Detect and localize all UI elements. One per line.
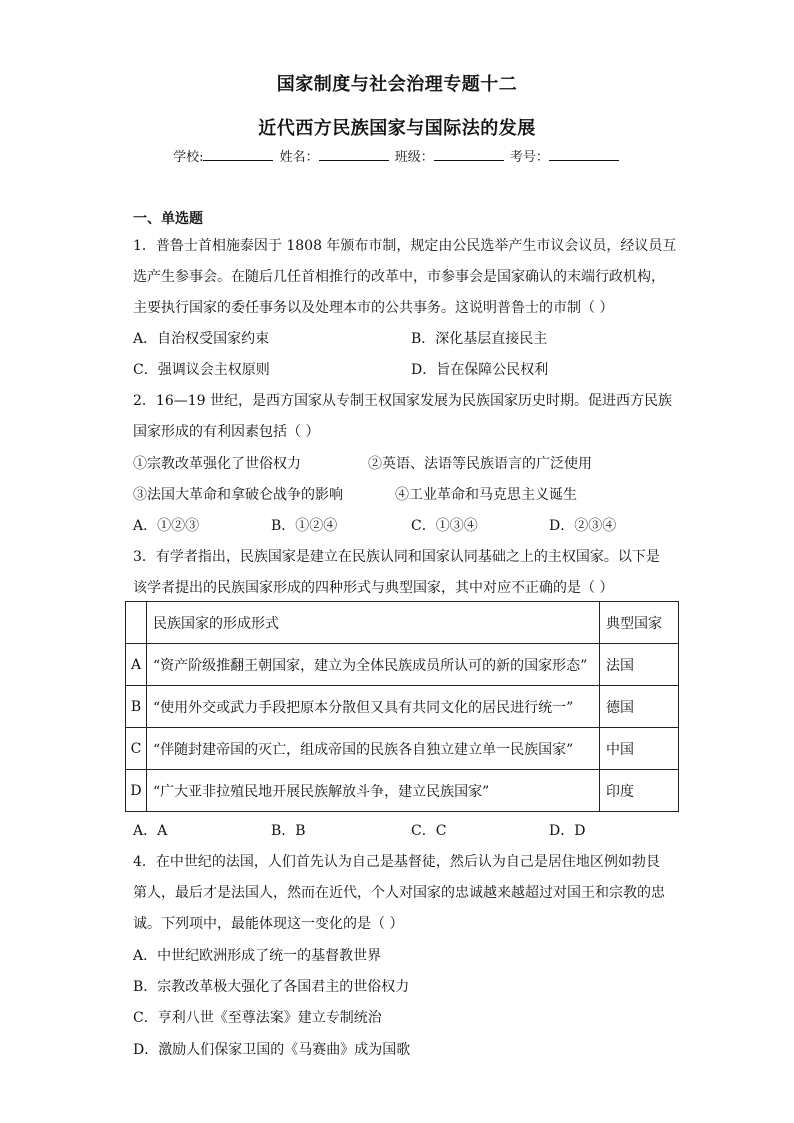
- table-header-row: [126, 602, 679, 644]
- q3-option-c[interactable]: C．C: [411, 823, 447, 839]
- table-row: [126, 686, 679, 728]
- table-cell-country: 法国: [600, 644, 679, 686]
- q2-item-4: ④工业革命和马克思主义诞生: [395, 487, 577, 503]
- q4-option-d[interactable]: D．激励人们保家卫国的《马赛曲》成为国歌: [133, 1042, 411, 1058]
- table-cell-label: C: [126, 728, 147, 770]
- school-blank[interactable]: [203, 148, 273, 161]
- table-header-cell: [126, 602, 147, 644]
- q4-line: 第人，最后才是法国人，然而在近代，个人对国家的忠诚越来越超过对国王和宗教的忠: [133, 885, 665, 901]
- name-label: 姓名：: [279, 150, 319, 165]
- table-cell-label: A: [126, 644, 147, 686]
- table-cell-form: “伴随封建帝国的灭亡，组成帝国的民族各自独立建立单一民族国家”: [147, 728, 600, 770]
- table-cell-country: 印度: [600, 770, 679, 812]
- q4-option-c[interactable]: C．亨利八世《至尊法案》建立专制统治: [133, 1010, 382, 1026]
- name-blank[interactable]: [319, 148, 389, 161]
- q2-item-2: ②英语、法语等民族语言的广泛使用: [368, 456, 592, 472]
- section-heading: 一、单选题: [133, 211, 203, 227]
- q1-line: 主要执行国家的委任事务以及处理本市的公共事务。这说明普鲁士的市制（ ）: [133, 300, 614, 316]
- q1-option-d[interactable]: D．旨在保障公民权利: [411, 362, 549, 378]
- q2-line: 国家形成的有利因素包括（ ）: [133, 424, 320, 440]
- table-row: [126, 770, 679, 812]
- table-cell-form: “使用外交或武力手段把原本分散但又具有共同文化的居民进行统一”: [147, 686, 600, 728]
- id-label: 考号：: [509, 150, 549, 165]
- table-cell-label: D: [126, 770, 147, 812]
- q3-line: 3．有学者指出，民族国家是建立在民族认同和国家认同基础之上的主权国家。以下是: [133, 549, 660, 565]
- q4-line: 诚。下列项中，最能体现这一变化的是（ ）: [133, 916, 404, 932]
- q3-table: [125, 601, 679, 812]
- q2-option-a[interactable]: A．①②③: [133, 518, 200, 534]
- q3-line: 该学者提出的民族国家形成的四种形式与典型国家，其中对应不正确的是（ ）: [133, 580, 614, 596]
- table-cell-country: 中国: [600, 728, 679, 770]
- q4-option-a[interactable]: A．中世纪欧洲形成了统一的基督教世界: [133, 948, 382, 964]
- q2-option-d[interactable]: D．②③④: [549, 518, 617, 534]
- table-header-cell: 典型国家: [600, 602, 679, 644]
- table-row: [126, 644, 679, 686]
- table-cell-form: “资产阶级推翻王朝国家，建立为全体民族成员所认可的新的国家形态”: [147, 644, 600, 686]
- class-blank[interactable]: [434, 148, 504, 161]
- q2-item-1: ①宗教改革强化了世俗权力: [133, 456, 301, 472]
- q1-line: 选产生参事会。在随后几任首相推行的改革中，市参事会是国家确认的末端行政机构，: [133, 269, 665, 285]
- table-header-cell: 民族国家的形成形式: [147, 602, 600, 644]
- class-label: 班级：: [394, 150, 434, 165]
- q2-line: 2．16—19 世纪，是西方国家从专制王权国家发展为民族国家历史时期。促进西方民族: [133, 393, 672, 409]
- q1-option-a[interactable]: A．自治权受国家约束: [133, 331, 270, 347]
- q2-option-b[interactable]: B．①②④: [271, 518, 338, 534]
- q1-option-c[interactable]: C．强调议会主权原则: [133, 362, 270, 378]
- q4-line: 4．在中世纪的法国，人们首先认为自己是基督徒，然后认为自己是居住地区例如勃艮: [133, 854, 660, 870]
- table-cell-form: “广大亚非拉殖民地开展民族解放斗争，建立民族国家”: [147, 770, 600, 812]
- exam-subtitle: 近代西方民族国家与国际法的发展: [258, 118, 536, 139]
- q1-line: 1．普鲁士首相施泰因于 1808 年颁布市制，规定由公民选举产生市议会议员，经议员互: [133, 238, 677, 254]
- table-row: [126, 728, 679, 770]
- q4-option-b[interactable]: B．宗教改革极大强化了各国君主的世俗权力: [133, 979, 410, 995]
- school-label: 学校:: [173, 150, 204, 165]
- q2-item-3: ③法国大革命和拿破仑战争的影响: [133, 487, 343, 503]
- q2-option-c[interactable]: C．①③④: [411, 518, 478, 534]
- q3-option-a[interactable]: A．A: [133, 823, 168, 839]
- id-blank[interactable]: [549, 148, 619, 161]
- table-cell-label: B: [126, 686, 147, 728]
- exam-title: 国家制度与社会治理专题十二: [276, 74, 518, 95]
- q3-option-d[interactable]: D．D: [549, 823, 586, 839]
- student-info-row: [0, 146, 794, 165]
- q1-option-b[interactable]: B．深化基层直接民主: [411, 331, 548, 347]
- q3-option-b[interactable]: B．B: [271, 823, 306, 839]
- table-cell-country: 德国: [600, 686, 679, 728]
